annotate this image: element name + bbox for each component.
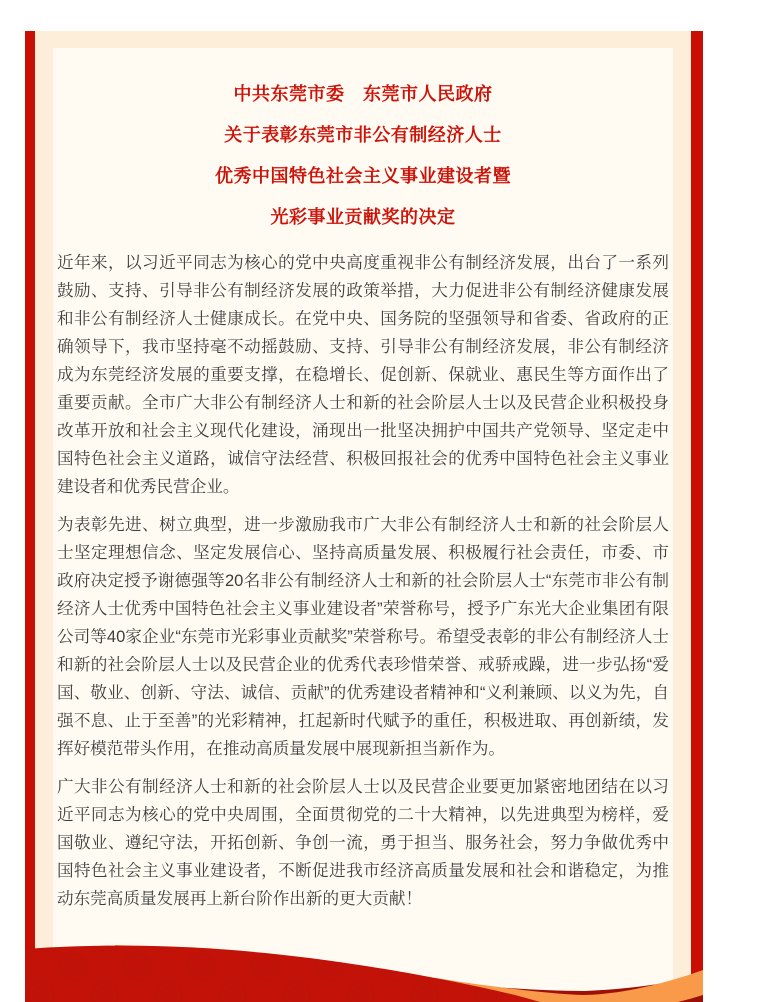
document-content — [53, 48, 673, 913]
title-line-4: 光彩事业贡献奖的决定 — [270, 207, 456, 227]
title-line-2: 关于表彰东莞市非公有制经济人士 — [224, 125, 502, 145]
paragraph-1: 近年来，以习近平同志为核心的党中央高度重视非公有制经济发展，出台了一系列鼓励、支持、引导非公有制经济发展的政策举措，大力促进非公有制经济健康发展和非公有制经济人士健康成长。在党中央、国务院的坚强领导和省委、省政府的正确领导下，我市坚持毫不动摇鼓励、支持、引导非公有制经济发展，非公有制经济成为东莞经济发展的重要支撑，在稳增长、促创新、保就业、惠民生等方面作出了重要贡献。全市广大非公有制经济人士和新的社会阶层人士以及民营企业积极投身改革开放和社会主义现代化建设，涌现出一批坚决拥护中国共产党领导、坚定走中国特色社会主义道路，诚信守法经营、积极回报社会的优秀中国特色社会主义事业建设者和优秀民营企业。 — [57, 253, 669, 496]
paper-card — [35, 31, 691, 1002]
title-line-1: 中共东莞市委 东莞市人民政府 — [233, 84, 493, 104]
paragraph-3: 广大非公有制经济人士和新的社会阶层人士以及民营企业要更加紧密地团结在以习近平同志为核心的党中央周围，全面贯彻党的二十大精神，以先进典型为榜样，爱国敬业、遵纪守法，开拓创新、争创一流，勇于担当、服务社会，努力争做优秀中国特色社会主义事业建设者，不断促进我市经济高质量发展和社会和谐稳定，为推动东莞高质量发展再上新台阶作出新的更大贡献！ — [57, 777, 669, 908]
document-title — [57, 74, 669, 238]
title-line-3: 优秀中国特色社会主义事业建设者暨 — [215, 166, 511, 186]
announcement-container — [25, 31, 703, 1002]
paragraph-2: 为表彰先进、树立典型，进一步激励我市广大非公有制经济人士和新的社会阶层人士坚定理想信念、坚定发展信心、坚持高质量发展、积极履行社会责任，市委、市政府决定授予谢德强等20名非公有制经济人士和新的社会阶层人士“东莞市非公有制经济人士优秀中国特色社会主义事业建设者”荣誉称号，授予广东光大企业集团有限公司等40家企业“东莞市光彩事业贡献奖”荣誉称号。希望受表彰的非公有制经济人士和新的社会阶层人士以及民营企业的优秀代表珍惜荣誉、戒骄戒躁，进一步弘扬“爱国、敬业、创新、守法、诚信、贡献”的优秀建设者精神和“义利兼顾、以义为先，自强不息、止于至善”的光彩精神，扛起新时代赋予的重任，积极进取、再创新绩，发挥好模范带头作用，在推动高质量发展中展现新担当新作为。 — [57, 515, 669, 758]
inner-card — [53, 48, 673, 1002]
